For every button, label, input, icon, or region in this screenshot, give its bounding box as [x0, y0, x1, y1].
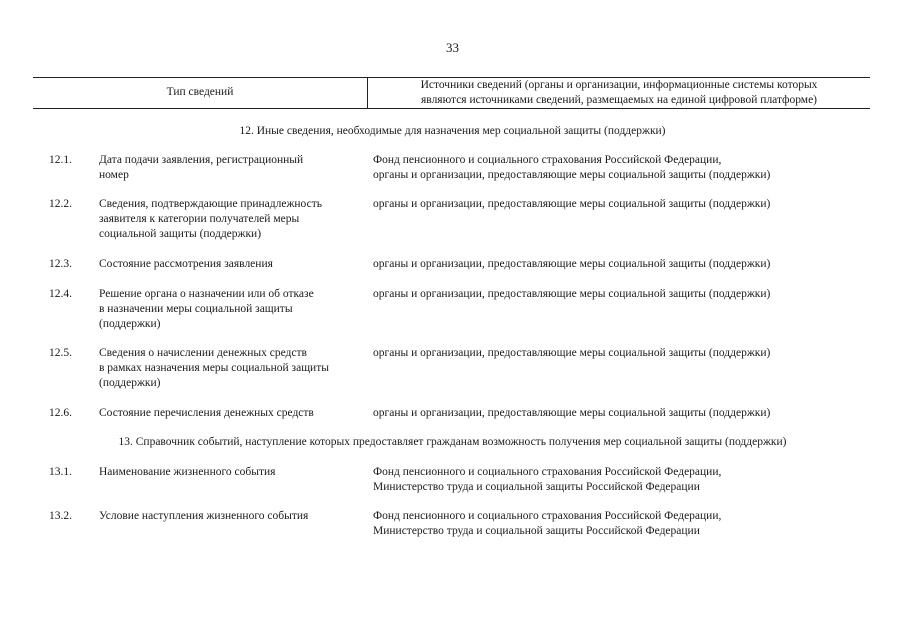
row-type-line: Решение органа о назначении или об отказе — [99, 288, 314, 300]
row-type-cell — [99, 406, 364, 421]
row-type-line: социальной защиты (поддержки) — [99, 228, 262, 240]
row-type-line: Дата подачи заявления, регистрационный — [99, 154, 304, 166]
header-source-column — [368, 78, 870, 108]
row-type-line: Состояние перечисления денежных средств — [99, 407, 314, 419]
header-source-line: являются источниками сведений, размещаемых на единой цифровой платформе) — [421, 94, 817, 106]
row-type-line: Сведения о начислении денежных средств — [99, 347, 307, 359]
row-source-cell — [373, 257, 893, 272]
row-source-line: органы и организации, предоставляющие меры социальной защиты (поддержки) — [373, 258, 771, 270]
row-type-line: (поддержки) — [99, 377, 161, 389]
table-header — [33, 77, 870, 109]
row-type-cell — [99, 346, 364, 391]
row-type-line: (поддержки) — [99, 318, 161, 330]
row-number: 13.2. — [49, 510, 72, 522]
header-type-column: Тип сведений — [166, 86, 234, 98]
row-type-line: заявителя к категории получателей меры — [99, 213, 300, 225]
row-type-cell — [99, 509, 364, 524]
row-number: 13.1. — [49, 466, 72, 478]
row-source-line: органы и организации, предоставляющие меры социальной защиты (поддержки) — [373, 169, 771, 181]
section-13-title: 13. Справочник событий, наступление которых предоставляет гражданам возможность получения мер социальной защиты (поддержки) — [118, 436, 787, 448]
row-source-cell — [373, 287, 893, 302]
row-source-line: органы и организации, предоставляющие меры социальной защиты (поддержки) — [373, 198, 771, 210]
page-number: 33 — [446, 40, 459, 55]
row-type-cell — [99, 287, 364, 332]
row-source-line: органы и организации, предоставляющие меры социальной защиты (поддержки) — [373, 347, 771, 359]
section-12-title: 12. Иные сведения, необходимые для назначения мер социальной защиты (поддержки) — [239, 125, 666, 137]
row-type-cell — [99, 153, 364, 183]
row-number: 12.2. — [49, 198, 72, 210]
row-type-line: в рамках назначения меры социальной защиты — [99, 362, 329, 374]
row-type-line: Наименование жизненного события — [99, 466, 276, 478]
row-source-cell — [373, 509, 893, 539]
row-source-line: органы и организации, предоставляющие меры социальной защиты (поддержки) — [373, 288, 771, 300]
row-type-line: Сведения, подтверждающие принадлежность — [99, 198, 322, 210]
row-source-line: органы и организации, предоставляющие меры социальной защиты (поддержки) — [373, 407, 771, 419]
row-source-cell — [373, 197, 893, 212]
row-source-line: Фонд пенсионного и социального страхования Российской Федерации, — [373, 154, 722, 166]
row-type-cell — [99, 197, 364, 242]
row-source-line: Фонд пенсионного и социального страхования Российской Федерации, — [373, 510, 722, 522]
header-source-line: Источники сведений (органы и организации, информационные системы которых — [420, 79, 818, 91]
row-source-cell — [373, 153, 893, 183]
row-source-line: Министерство труда и социальной защиты Российской Федерации — [373, 481, 700, 493]
row-type-cell — [99, 465, 364, 480]
row-type-line: Состояние рассмотрения заявления — [99, 258, 273, 270]
row-number: 12.1. — [49, 154, 72, 166]
row-type-line: Условие наступления жизненного события — [99, 510, 309, 522]
row-number: 12.4. — [49, 288, 72, 300]
row-type-line: номер — [99, 169, 129, 181]
row-source-cell — [373, 346, 893, 361]
row-type-cell — [99, 257, 364, 272]
row-type-line: в назначении меры социальной защиты — [99, 303, 293, 315]
row-number: 12.3. — [49, 258, 72, 270]
row-source-cell — [373, 465, 893, 495]
row-source-cell — [373, 406, 893, 421]
row-source-line: Министерство труда и социальной защиты Российской Федерации — [373, 525, 700, 537]
row-number: 12.6. — [49, 407, 72, 419]
row-source-line: Фонд пенсионного и социального страхования Российской Федерации, — [373, 466, 722, 478]
row-number: 12.5. — [49, 347, 72, 359]
